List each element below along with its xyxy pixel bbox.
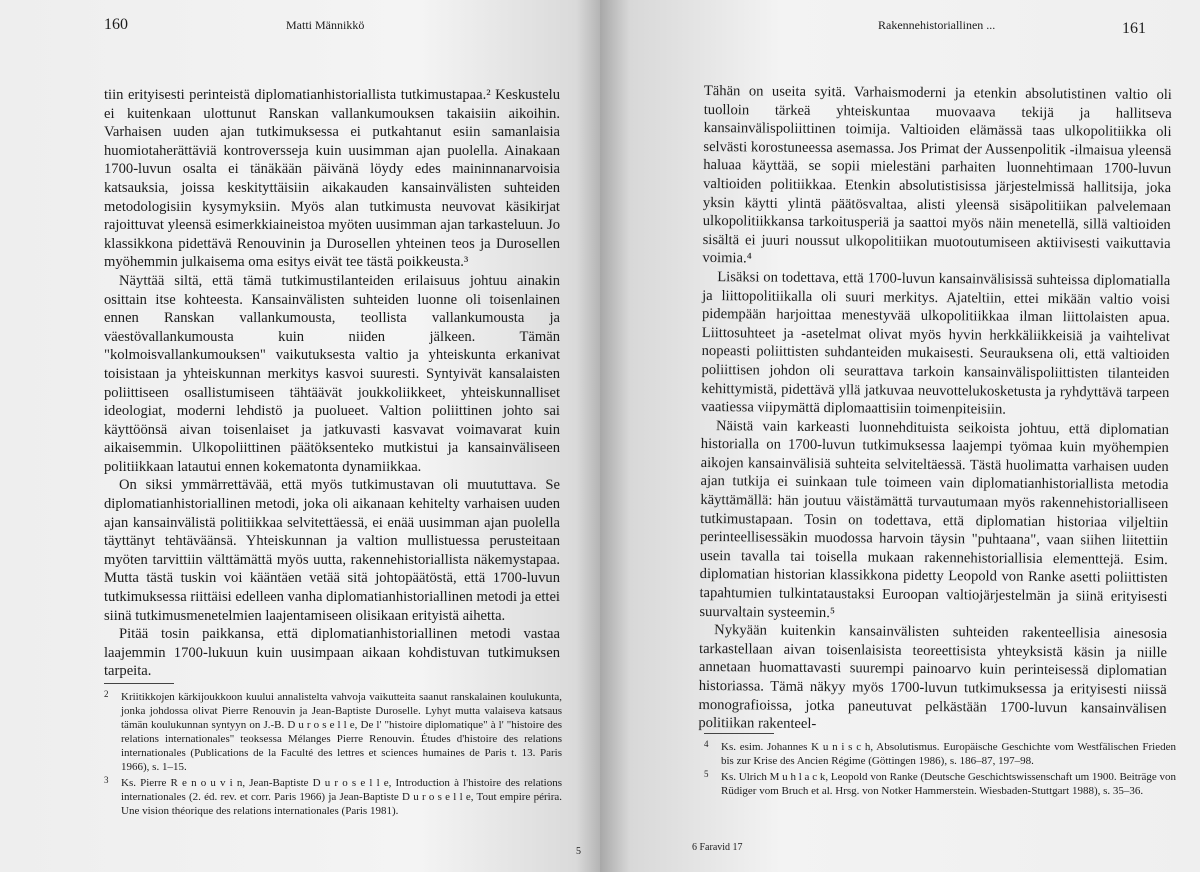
- body-text: [698, 82, 1172, 737]
- paragraph: Näyttää siltä, että tämä tutkimustilanteiden erilaisuus johtuu ainakin osittain itse kohteesta. Kansainvälisten suhteiden luonne oli toisenlainen ennen Ranskan vallankumousta, teollista vallankumousta ja väestövallankumousta kuin niiden jälkeen. Tämän "kolmoisvallankumouksen" vaikutuksesta valtio ja yhteiskunta erkanivat toisistaan ja yhteiskunnan merkitys kasvoi suuresti. Syntyivät kansalaisten poliittiseen osallistumiseen tähtäävät joukkoliikkeet, yhteiskunnalliset ideologiat, moderni lehdistö ja puolueet. Valtion poliittinen johto sai käyttöönsä aivan toisenlaiset ja jatkuvasti kasvavat voimavarat kuin aikaisemmin. Ulkopoliittinen päätöksenteko mutkistui ja kansainväliseen politiikkaan latautui ennen kokematonta dynamiikkaa.: [104, 272, 560, 475]
- page-number: 160: [104, 16, 128, 33]
- running-head: Rakennehistoriallinen ...: [878, 18, 996, 32]
- paragraph: On siksi ymmärrettävää, että myös tutkimustavan oli muututtava. Se diplomatianhistoriallinen metodi, joka oli aikanaan kehitelty varhaisen uuden ajan kansainvälistä politiikkaa selvitettäessä, ei enää uusimman ajan puolella täyttänyt tehtäväänsä. Yhteiskunnan ja valtion mullistuessa perusteitaan myöten tarvittiin välttämättä myös uutta, rakennehistoriallista näkemystapaa. Mutta tästä tuskin voi kääntäen vetää sitä johtopäätöstä, että 1700-luvun tutkimuksessa riittäisi edelleen vanha diplomatianhistoriallinen metodi ja ettei siinä tutkimusmenetelmien laajentamiseen olisikaan erityistä aihetta.: [104, 477, 560, 624]
- footnote-text: Ks. Pierre R e n o u v i n, Jean-Baptiste D u r o s e l l e, Introduction à l'histoire des relations internationales (2. éd. rev. et corr. Paris 1966) ja Jean-Baptiste D u r o s e l l e, Tout empire périra. Une vision théorique des relations internationales (Paris 1981).: [121, 777, 562, 817]
- footnote-text: Ks. esim. Johannes K u n i s c h, Absolutismus. Europäische Geschichte vom Westfälischen Frieden bis zur Krise des Ancien Régime (Göttingen 1986), s. 186–87, 197–98.: [721, 741, 1176, 767]
- paragraph: Näistä vain karkeasti luonnehdituista seikoista johtuu, että diplomatian historialla on 1700-luvun tutkimuksessa laajempi työmaa kuin myöhempien aikojen kansainvälisiä suhteita selviteltäessä. Tästä huolimatta varhaisen uuden ajan tutkija ei suinkaan tule toimeen vain diplomatianhistoriallista metodia käyttämällä: hän joutuu väistämättä turvautumaan myös rakennehistorialliseen tutkimustapaan. Tosin on todettava, että diplomatian historiaa viljeltiin perinteellisessäkin muodossa harvoin täysin "puhtaana", vaan siihen liitettiin usein tavalla tai toisella mukaan rakennehistoriallisia elementtejä. Esim. diplomatian historian klassikkona pidetty Leopold von Ranke asetti poliittisten tapahtumien tulkintataustaksi Euroopan valtiojärjestelmän ja siinä erityisesti suurvaltain systeemin.⁵: [699, 417, 1170, 621]
- paragraph: Tähän on useita syitä. Varhaismoderni ja etenkin absolutistinen valtio oli tuolloin tärkeä yhteiskuntaa muovaava tekijä ja hallitseva kansainvälispoliittinen toimija. Valtioiden elämässä taas ulkopolitiikka oli selvästi korostuneessa asemassa. Jos Primat der Aussenpolitik -ilmaisua yleensä haluaa käyttää, se sopii mielestäni parhaiten luonnehtimaan 1700-luvun valtioiden politiikkaa. Etenkin absolutistisissa järjestelmissä hallitsija, joka yksin käytti ylintä päätösvaltaa, alisti yleensä sisäpolitiikan palvelemaan ulkopolitiikkansa tarkoitusperiä ja saattoi myös näin menetellä, sillä valtioiden sisältä ei juuri noussut ulkopolitiikan muotoutumiseen aktiivisesti vaikuttavia voimia.⁴: [702, 82, 1172, 267]
- footnotes: [104, 690, 562, 820]
- page-number: 161: [1122, 20, 1146, 37]
- paragraph: Lisäksi on todettava, että 1700-luvun kansainvälisissä suhteissa diplomatialla ja liittopolitiikalla oli suuri merkitys. Ajateltiin, ettei mikään valtio voisi pidempään harjoittaa menestyvää ulkopolitiikkaa ilman liittolaisten apua. Liittosuhteet ja -asetelmat olivat myös hyvin herkkäliikkeisiä ja vaihtelivat nopeasti poliittisten suhdanteiden mukaisesti. Seurauksena oli, että valtioiden poliittisen johdon oli seurattava tarkoin kansainvälispoliittisten tilanteiden kehittymistä, pidettävä yllä jatkuvaa neuvottelukosketusta ja ryhdyttävä tarpeen vaatiessa viipymättä diplomaattisiin toimenpiteisiin.: [701, 269, 1171, 418]
- footnote-mark: 5: [704, 769, 709, 779]
- footnote: [104, 690, 562, 774]
- footnote-text: Ks. Ulrich M u h l a c k, Leopold von Ranke (Deutsche Geschichtswissenschaft um 1900. Beiträge von Rüdiger vom Bruch et al. Hrsg. von Notker Hammerstein. Wiesbaden-Stuttgart 1988), s. 35–36.: [721, 771, 1176, 797]
- right-page: [600, 0, 1200, 872]
- footnotes: [704, 740, 1176, 800]
- footnote-mark: 2: [104, 689, 109, 699]
- footnote-rule: [104, 683, 174, 684]
- footnote: [104, 776, 562, 818]
- paragraph: Pitää tosin paikkansa, että diplomatianhistoriallinen metodi vastaa laajemmin 1700-lukuun kuin uusimpaan aikaan kohdistuvan tutkimuksen tarpeita.: [104, 626, 560, 680]
- footnote-mark: 4: [704, 739, 709, 749]
- page-end-mark: 6 Faravid 17: [692, 842, 743, 853]
- paragraph: Nykyään kuitenkin kansainvälisten suhteiden rakenteellisia ainesosia tarkastellaan aivan toisenlaisista teoreettisista yhteyksistä käsin ja niille annetaan huomattavasti suurempi painoarvo kuin perinteisessä diplomatian historiassa. Tämä näkyy myös 1700-luvun tutkimuksessa ja erityisesti niissä monografioissa, jotka paneutuvat pelkästään 1700-luvun kansainvälisen politiikan rakenteel-: [698, 622, 1168, 733]
- paragraph: tiin erityisesti perinteistä diplomatianhistoriallista tutkimustapaa.² Keskustelu ei kuitenkaan ulottunut Ranskan vallankumouksen takaisiin aikoihin. Varhaisen uuden ajan tutkimuksessa ei putkahtanut esiin samanlaisia huomiotaherättäviä kontroversseja kuin uusimman ajan puolella. Ainakaan 1700-luvun osalta ei tänäkään päivänä löydy edes maininnanarvoisia katsauksia, joissa keskityttäisiin aikakauden kansainvälisten suhteiden metodologisiin kysymyksiin. Myös alan tutkimusta neuvovat käsikirjat rajoittuvat yleensä esimerkkiaineistoa myöten uusimman ajan tarkasteluun. Jo klassikkona pidettävä Renouvinin ja Durosellen yhteinen teos ja Durosellen myöhemmin julkaisema oma esitys eivät tee tästä poikkeusta.³: [104, 87, 560, 271]
- footnote-text: Kriitikkojen kärkijoukkoon kuului annalistelta vahvoja vaikutteita saanut ranskalainen koulukunta, jonka johdossa olivat Pierre Renouvin ja Jean-Baptiste Duroselle. Lyhyt mutta valaiseva katsaus tämän koulukunnan syntyyn on J.-B. D u r o s e l l e, De l' "histoire diplomatique" à l' "histoire des relations internationales" teoksessa Mélanges Pierre Renouvin. Études d'histoire des relations internationales (Publications de la Faculté des lettres et sciences humaines de Paris t. 13. Paris 1966), s. 1–15.: [121, 691, 562, 773]
- footnote: [704, 740, 1176, 768]
- footnote-rule: [704, 733, 774, 734]
- running-head: Matti Männikkö: [286, 18, 365, 32]
- page-end-mark: 5: [576, 846, 581, 857]
- body-text: [104, 86, 560, 681]
- footnote: [704, 770, 1176, 798]
- footnote-mark: 3: [104, 775, 109, 785]
